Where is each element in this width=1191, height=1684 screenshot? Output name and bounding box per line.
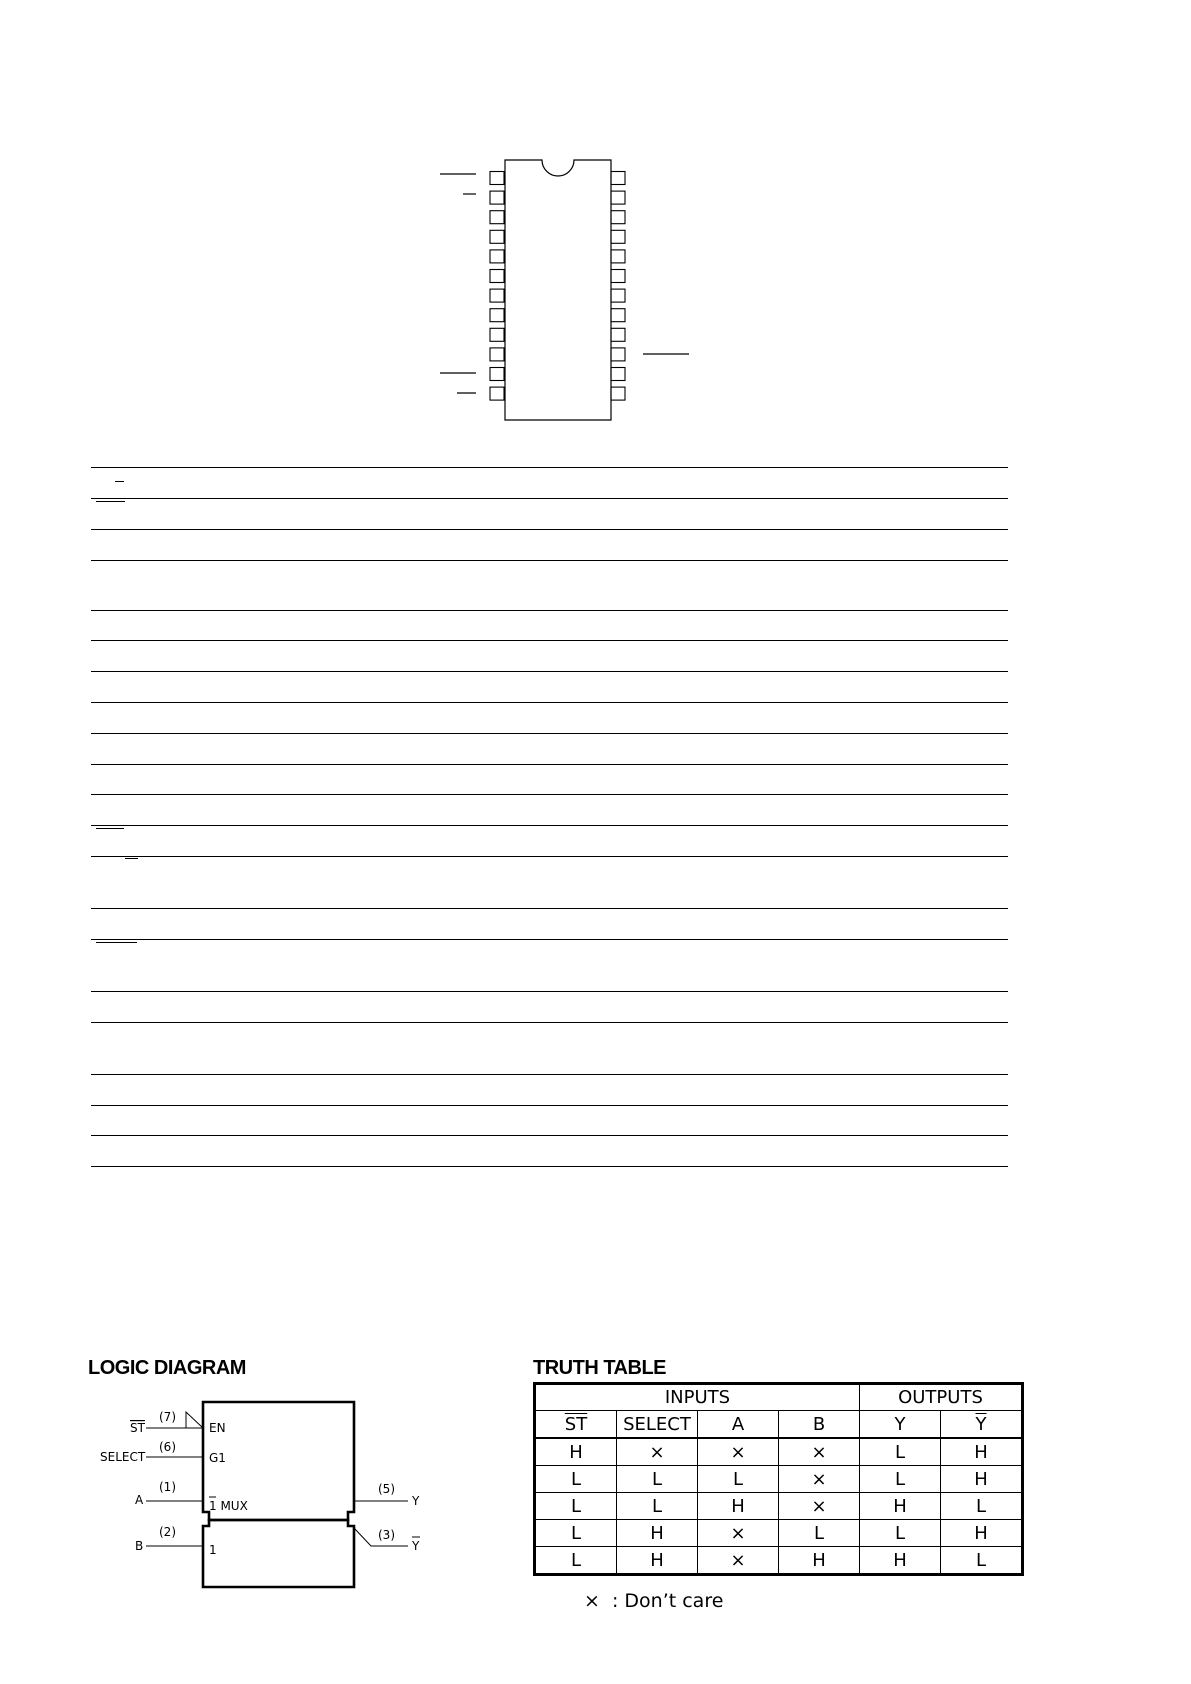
b-pin-number: (2) [159, 1525, 176, 1539]
active-low-indicator [186, 1412, 203, 1428]
ic-pin [611, 289, 625, 302]
ic-pin [611, 328, 625, 341]
table-cell: L [941, 1493, 1023, 1520]
table-rule [91, 825, 1008, 826]
table-rule [91, 560, 1008, 561]
table-cell: H [698, 1493, 779, 1520]
table-rule [91, 764, 1008, 765]
table-cell: L [941, 1547, 1023, 1575]
ic-pin [611, 270, 625, 283]
table-rule [91, 794, 1008, 795]
table-rule [91, 498, 1008, 499]
table-cell: H [941, 1520, 1023, 1547]
st-pin-number: (7) [159, 1410, 176, 1424]
en-label: EN [209, 1421, 226, 1435]
ic-pin [490, 309, 504, 322]
table-cell: H [860, 1493, 941, 1520]
table-rule [91, 991, 1008, 992]
table-rule [91, 1074, 1008, 1075]
table-cell: L [617, 1493, 698, 1520]
table-cell: × [617, 1438, 698, 1466]
table-row [535, 1547, 1023, 1575]
ic-pin [611, 250, 625, 263]
truth-table-header-row [535, 1411, 1023, 1439]
overbar-mark [125, 858, 138, 859]
table-cell: × [698, 1547, 779, 1575]
mux-label: 1 MUX [209, 1499, 248, 1513]
table-row [535, 1520, 1023, 1547]
ic-pin [611, 172, 625, 185]
g1-label: G1 [209, 1451, 226, 1465]
ic-pin [490, 368, 504, 381]
table-cell: × [779, 1466, 860, 1493]
column-header-st: $\overline{ST}$ [535, 1411, 617, 1439]
table-cell: H [860, 1547, 941, 1575]
table-rule [91, 671, 1008, 672]
ic-pin [611, 191, 625, 204]
table-cell: L [779, 1520, 860, 1547]
table-cell: L [860, 1438, 941, 1466]
ic-pin [490, 250, 504, 263]
truth-table-group-row [535, 1384, 1023, 1411]
st-label: ST [130, 1421, 145, 1435]
table-rule [91, 529, 1008, 530]
inputs-group-header: INPUTS [535, 1384, 860, 1411]
table-rule [91, 702, 1008, 703]
ic-pin [490, 270, 504, 283]
ic-pin [490, 328, 504, 341]
table-rule [91, 1105, 1008, 1106]
y-label: Y [412, 1494, 420, 1508]
ic-pin [611, 368, 625, 381]
column-header-select: SELECT [617, 1411, 698, 1439]
ic-pinout-diagram [430, 150, 720, 430]
column-header-y: Y [860, 1411, 941, 1439]
a-label: A [135, 1493, 144, 1507]
left-pin-row [490, 172, 504, 401]
mux-input-1-label: 1 [209, 1543, 217, 1557]
table-cell: L [535, 1520, 617, 1547]
table-row [535, 1493, 1023, 1520]
table-rule [91, 856, 1008, 857]
ic-pin [490, 172, 504, 185]
y-bar-label: Y [412, 1539, 420, 1553]
overbar-mark [96, 501, 125, 502]
table-row [535, 1438, 1023, 1466]
table-cell: × [698, 1520, 779, 1547]
dont-care-text: : Don’t care [611, 1590, 724, 1612]
ic-pin [611, 211, 625, 224]
table-cell: L [860, 1520, 941, 1547]
table-cell: H [535, 1438, 617, 1466]
table-rule [91, 610, 1008, 611]
table-rule [91, 908, 1008, 909]
logic-diagram-title: LOGIC DIAGRAM [88, 1357, 246, 1379]
a-pin-number: (1) [159, 1480, 176, 1494]
right-pin-row [611, 172, 625, 401]
y-bar-pin-number: (3) [378, 1528, 395, 1542]
table-rule [91, 733, 1008, 734]
table-cell: × [698, 1438, 779, 1466]
y-pin-number: (5) [378, 1482, 395, 1496]
ic-pin [611, 348, 625, 361]
ic-pin [490, 348, 504, 361]
table-cell: H [617, 1520, 698, 1547]
column-header-a: A [698, 1411, 779, 1439]
ic-pin [490, 211, 504, 224]
ic-pin [611, 230, 625, 243]
ic-body [505, 160, 611, 420]
table-rule [91, 1166, 1008, 1167]
table-rule [91, 640, 1008, 641]
table-rule [91, 939, 1008, 940]
b-label: B [135, 1539, 144, 1553]
outputs-group-header: OUTPUTS [860, 1384, 1023, 1411]
dont-care-note [584, 1590, 723, 1612]
overbar-mark [115, 481, 124, 482]
ic-pin [490, 387, 504, 400]
truth-table [533, 1382, 1024, 1576]
ic-pin [611, 309, 625, 322]
table-cell: × [779, 1438, 860, 1466]
mux-block [203, 1520, 354, 1587]
column-header-y-bar: $\overline{Y}$ [941, 1411, 1023, 1439]
table-rule [91, 467, 1008, 468]
logic-diagram [88, 1400, 448, 1590]
table-cell: L [698, 1466, 779, 1493]
column-header-b: B [779, 1411, 860, 1439]
table-cell: L [535, 1493, 617, 1520]
select-pin-number: (6) [159, 1440, 176, 1454]
table-cell: H [941, 1466, 1023, 1493]
select-label: SELECT [100, 1450, 146, 1464]
table-row [535, 1466, 1023, 1493]
table-cell: L [617, 1466, 698, 1493]
table-rule [91, 1135, 1008, 1136]
table-rule [91, 1022, 1008, 1023]
overbar-mark [96, 828, 124, 829]
table-cell: L [535, 1547, 617, 1575]
table-cell: L [535, 1466, 617, 1493]
overbar-mark [96, 942, 137, 943]
ic-pin [490, 230, 504, 243]
table-cell: H [617, 1547, 698, 1575]
table-cell: H [779, 1547, 860, 1575]
table-cell: H [941, 1438, 1023, 1466]
table-cell: L [860, 1466, 941, 1493]
table-cell: × [779, 1493, 860, 1520]
ic-pin [490, 289, 504, 302]
dont-care-symbol: × [584, 1590, 600, 1612]
ic-pin [490, 191, 504, 204]
ic-pin [611, 387, 625, 400]
truth-table-title: TRUTH TABLE [533, 1357, 666, 1379]
